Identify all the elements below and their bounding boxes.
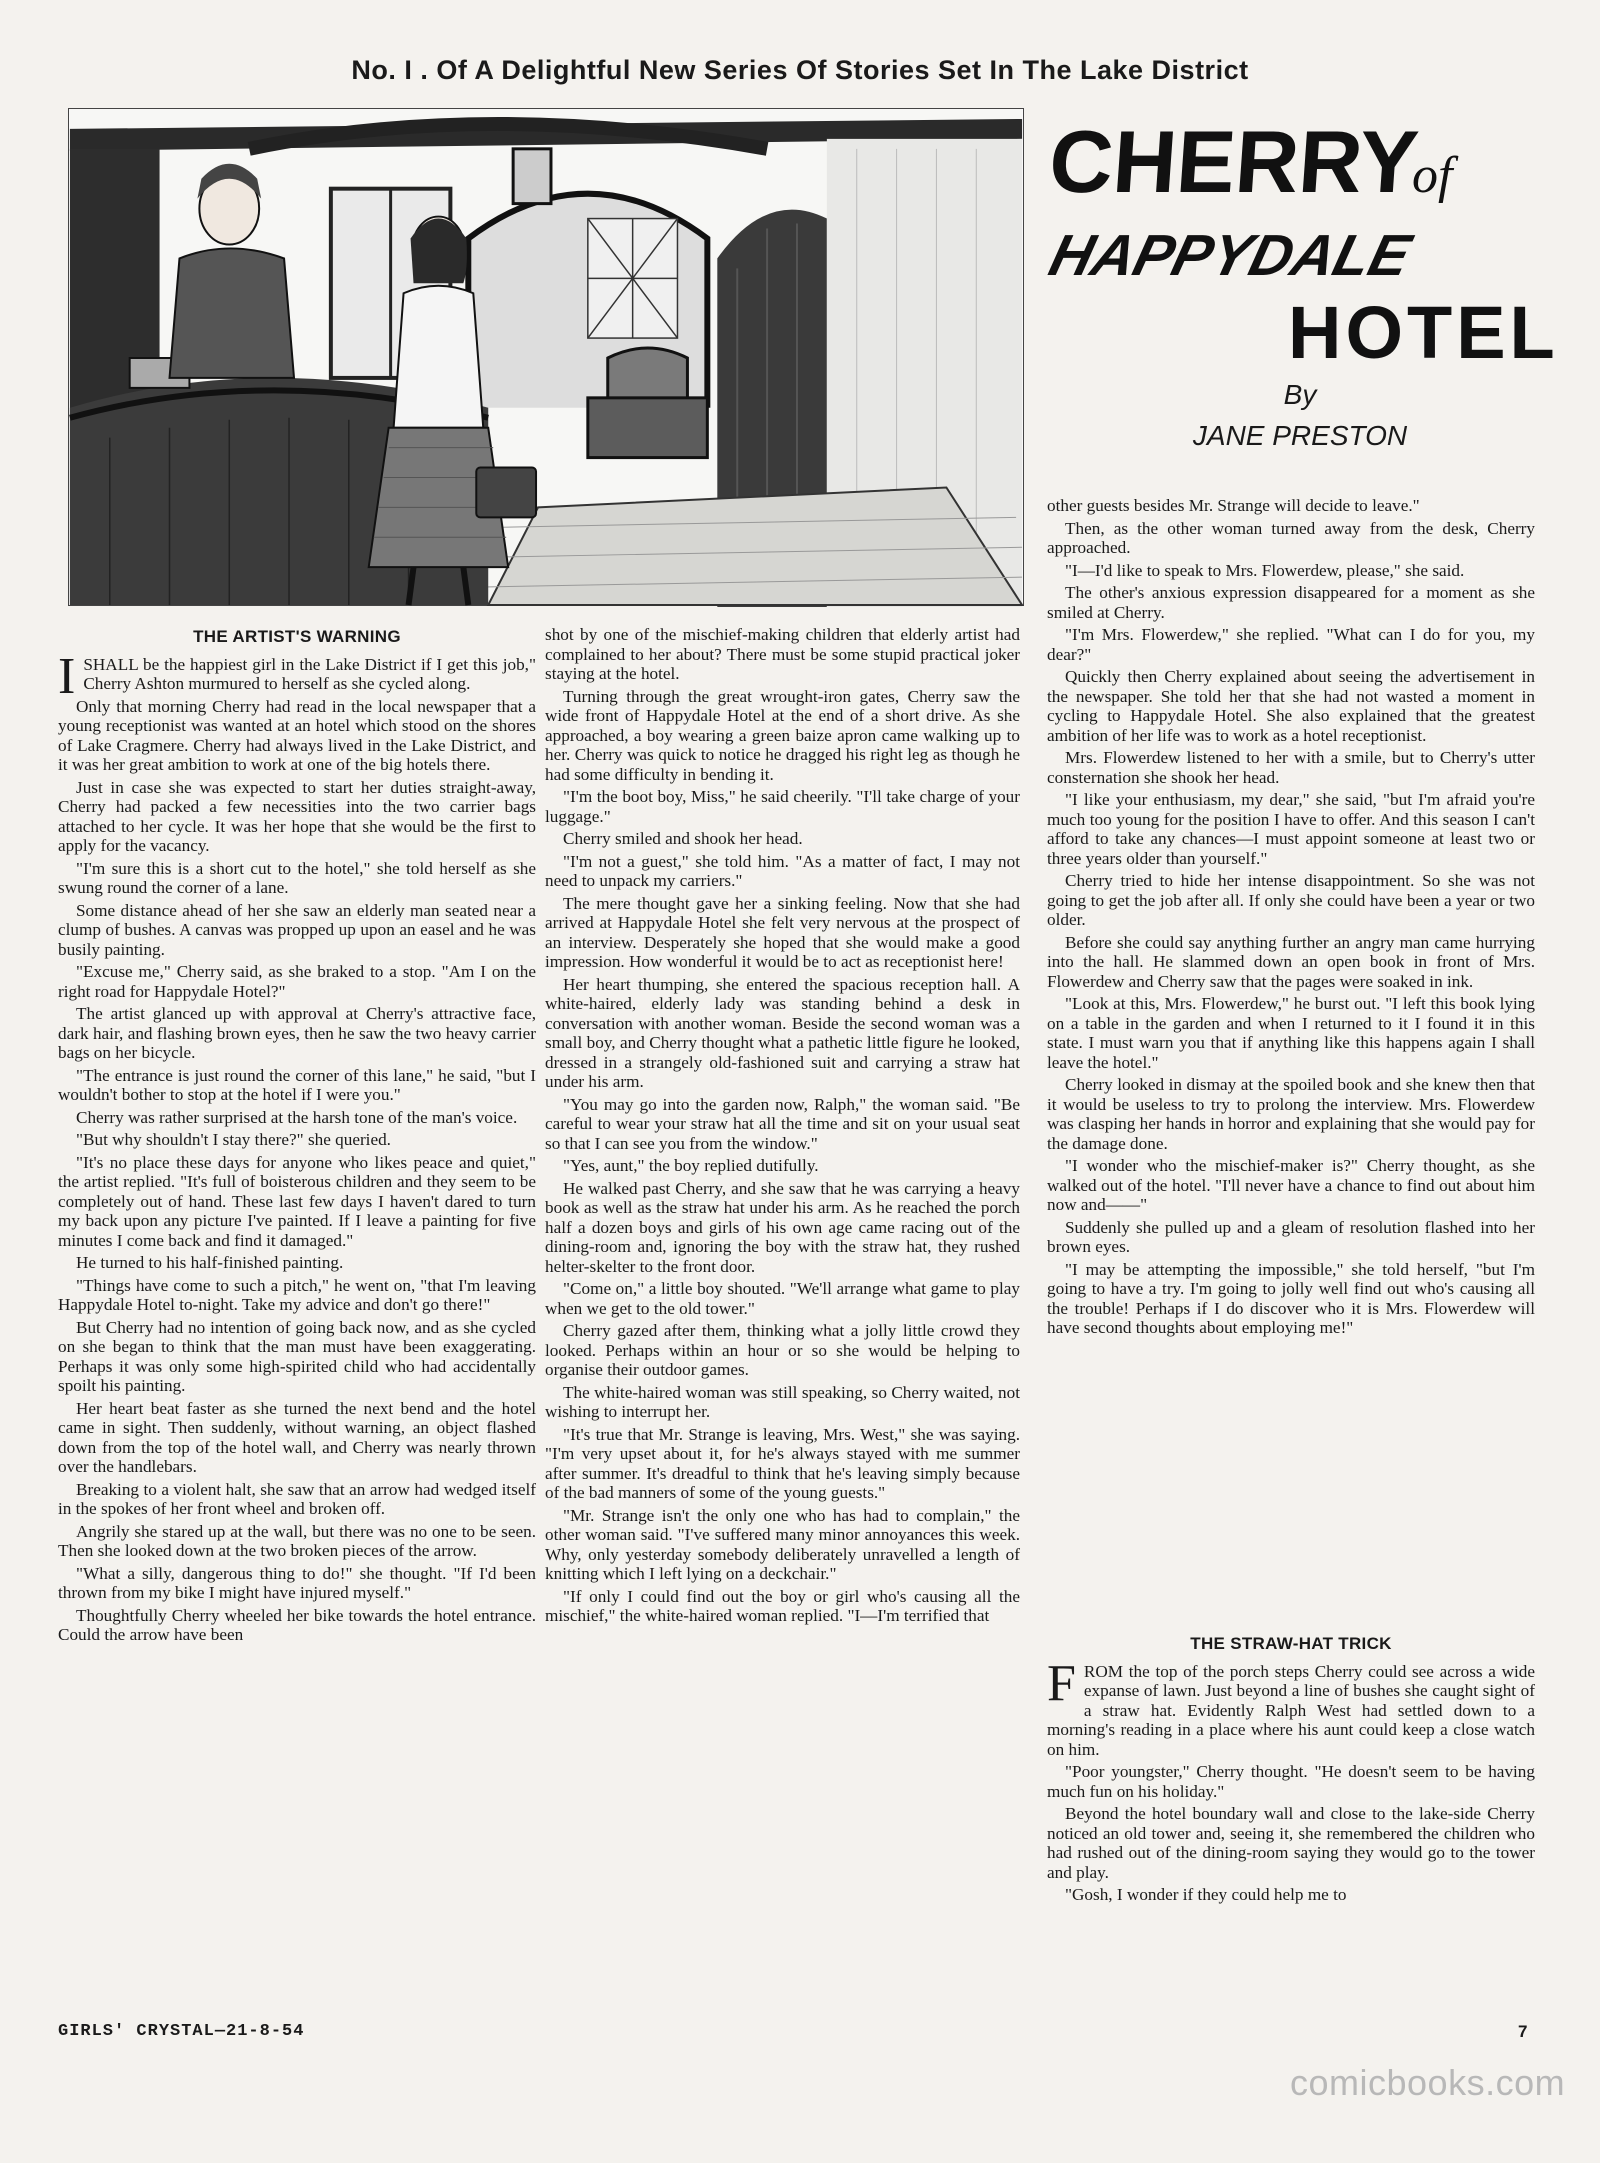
paragraph: Cherry tried to hide her intense disappointment. So she was not going to get the job after all. If only she could have been a year or two older. [1047,871,1535,929]
paragraph: Just in case she was expected to start her duties straight-away, Cherry had packed a few necessities into the two carrier bags attached to her cycle. It was her hope that she would be the first to apply for the vacancy. [58,777,536,855]
title-hotel: HOTEL [1288,291,1559,374]
drop-cap: I [58,647,76,705]
paragraph: Cherry was rather surprised at the harsh tone of the man's voice. [76,1107,518,1127]
series-header: No. I . Of A Delightful New Series Of Stories Set In The Lake District [351,55,1249,85]
page-number: 7 [1518,2022,1528,2041]
paragraph: "I like your enthusiasm, my dear," she said, "but I'm afraid you're much too young for the position I have to offer. And this season I can't afford to take any chances—I must appoint someone at least two or three years older than yourself." [1047,790,1535,868]
paragraph: Cherry gazed after them, thinking what a jolly little crowd they looked. Perhaps within an hour or so she would be helping to organise their outdoor games. [545,1321,1020,1379]
paragraph: "If only I could find out the boy or girl who's causing all the mischief," the white-haired woman replied. "I—I'm terrified that [545,1586,1020,1625]
title-of: of [1412,147,1453,204]
paragraph: "The entrance is just round the corner of this lane," he said, "but I wouldn't bother to stop at the hotel if I were you." [58,1065,536,1104]
paragraph: Cherry smiled and shook her head. [563,829,803,848]
paragraph: Thoughtfully Cherry wheeled her bike towards the hotel entrance. Could the arrow have been [58,1605,536,1644]
paragraph: "Poor youngster," Cherry thought. "He doesn't seem to be having much fun on his holiday." [1047,1762,1535,1801]
column-3-section-2 [1047,1632,1535,2010]
column-2 [545,625,1020,2010]
paragraph: "But why shouldn't I stay there?" she queried. [76,1130,391,1149]
paragraph: FROM the top of the porch steps Cherry could see across a wide expanse of lawn. Just beyond a line of bushes she caught sight of a straw hat. Evidently Ralph West had settled down to a morning's reading in a place where his aunt could keep a close watch on him. [1047,1654,1535,1759]
paragraph: "It's no place these days for anyone who likes peace and quiet," the artist replied. "It's full of boisterous children and they seem to be completely out of hand. These last few days I haven't dared to turn my back upon any picture I've painted. If I leave a painting for five minutes I come back and find it damaged." [58,1152,536,1250]
paragraph: Quickly then Cherry explained about seeing the advertisement in the newspaper. She told her that she had not wasted a moment in cycling to Happydale Hotel. She also explained that the greatest ambition of her life was to work as a hotel receptionist. [1047,667,1535,745]
paragraph: Suddenly she pulled up and a gleam of resolution flashed into her brown eyes. [1047,1217,1535,1256]
paragraph: The white-haired woman was still speaking, so Cherry waited, not wishing to interrupt her. [545,1382,1020,1421]
title-happydale: HAPPYDALE [1043,223,1417,288]
paragraph: "I'm sure this is a short cut to the hotel," she told herself as she swung round the corner of a lane. [58,858,536,897]
paragraph: "Excuse me," Cherry said, as she braked to a stop. "Am I on the right road for Happydale Hotel?" [58,962,536,1001]
illustration-hotel-reception [69,109,1023,605]
paragraph: Before she could say anything further an angry man came hurrying into the hall. He slammed down an open book in front of Mrs. Flowerdew and Cherry saw that the pages were soaked in ink. [1047,932,1535,991]
paragraph: Some distance ahead of her she saw an elderly man seated near a clump of bushes. A canvas was propped up upon an easel and he was busily painting. [58,900,536,959]
paragraph: The mere thought gave her a sinking feeling. Now that she had arrived at Happydale Hotel she felt very nervous at the prospect of an interview. Desperately she hoped that she would make a good impression. How wonderful it would be to act as receptionist here! [545,893,1020,971]
section-heading: THE STRAW-HAT TRICK [1190,1634,1392,1653]
byline [1150,375,1450,456]
paragraph: Her heart beat faster as she turned the next bend and the hotel came in sight. Then suddenly, without warning, an object flashed down from the top of the hotel wall, and Cherry was nearly thrown over the handlebars. [58,1398,536,1476]
byline-author: JANE PRESTON [1192,419,1408,451]
column-1 [58,625,536,2010]
paragraph: Turning through the great wrought-iron gates, Cherry saw the wide front of Happydale Hotel at the end of a short drive. As she approached, a boy wearing a green baize apron came walking up to her. Cherry was quick to notice he dragged his right leg as though he had some difficulty in bending it. [545,686,1020,784]
paragraph: "Come on," a little boy shouted. "We'll arrange what game to play when we get to the old tower." [545,1279,1020,1318]
paragraph: "I'm Mrs. Flowerdew," she replied. "What can I do for you, my dear?" [1047,625,1535,664]
paragraph: He turned to his half-finished painting. [76,1253,344,1272]
story-illustration [68,108,1024,606]
paragraph: Cherry looked in dismay at the spoiled book and she knew then that it would be useless to try to prolong the interview. Mrs. Flowerdew was clasping her hands in horror and explaining that she would pay for the damage done. [1047,1075,1535,1153]
paragraph: "Look at this, Mrs. Flowerdew," he burst out. "I left this book lying on a table in the garden and when I returned to it I found it in this state. I must warn you that if anything like this happens again I shall leave the hotel." [1047,994,1535,1072]
paragraph: "What a silly, dangerous thing to do!" she thought. "If I'd been thrown from my bike I might have injured myself." [58,1563,536,1602]
paragraph: "I—I'd like to speak to Mrs. Flowerdew, please," she said. [1065,560,1465,580]
paragraph: Mrs. Flowerdew listened to her with a smile, but to Cherry's utter consternation she shook her head. [1047,748,1535,787]
paragraph: "I'm not a guest," she told him. "As a matter of fact, I may not need to unpack my carriers." [545,851,1020,890]
drop-cap: F [1047,1654,1076,1712]
paragraph: Beyond the hotel boundary wall and close to the lake-side Cherry noticed an old tower and, seeing it, she remembered the children who had rushed out of the dining-room saying they would go to the tower and play. [1047,1804,1535,1882]
paragraph: "Things have come to such a pitch," he went on, "that I'm leaving Happydale Hotel to-night. Take my advice and don't go there!" [58,1275,536,1314]
paragraph: "Gosh, I wonder if they could help me to [1065,1885,1347,1904]
paragraph: Angrily she stared up at the wall, but there was no one to be seen. Then she looked down at the two broken pieces of the arrow. [58,1521,536,1560]
paragraph: ISHALL be the happiest girl in the Lake District if I get this job," Cherry Ashton murmured to herself as she cycled along. [58,647,536,705]
byline-by: By [1283,379,1317,410]
section-heading: THE ARTIST'S WARNING [193,627,401,646]
paragraph: But Cherry had no intention of going back now, and as she cycled on she began to think that the man must have been exaggerating. Perhaps it was only some high-spirited child who had accidentally spoilt his painting. [58,1317,536,1395]
paragraph: Breaking to a violent halt, she saw that an arrow had wedged itself in the spokes of her front wheel and broken off. [58,1479,536,1518]
paragraph: He walked past Cherry, and she saw that he was carrying a heavy book as well as the straw hat under his arm. As he reached the porch half a dozen boys and girls of his own age came racing out of the dining-room and, ignoring the boy with the straw hat, they rushed helter-skelter to the front door. [545,1178,1020,1276]
paragraph: "You may go into the garden now, Ralph," the woman said. "Be careful to wear your straw hat all the time and sit on your usual seat so that I can see you from the window." [545,1094,1020,1153]
paragraph: The artist glanced up with approval at Cherry's attractive face, dark hair, and flashing brown eyes, then he saw the two heavy carrier bags on her bicycle. [58,1004,536,1062]
paragraph: Only that morning Cherry had read in the local newspaper that a young receptionist was wanted at an hotel which stood on the shores of Lake Cragmere. Cherry had always lived in the Lake District, and it was her great ambition to work at one of the big hotels there. [58,696,536,774]
column-3 [1047,496,1535,1606]
paragraph: "Mr. Strange isn't the only one who has had to complain," the other woman said. "I've suffered many minor annoyances this week. Why, only yesterday somebody deliberately unravelled a length of knitting which I left lying on a deckchair." [545,1505,1020,1583]
paragraph: other guests besides Mr. Strange will decide to leave." [1047,496,1420,515]
paragraph: "It's true that Mr. Strange is leaving, Mrs. West," she was saying. "I'm very upset about it, for he's always stayed with me summer after summer. It's dreadful to think that he's leaving simply because of the bad manners of some of the young guests." [545,1424,1020,1502]
watermark: comicbooks.com [1290,2062,1566,2103]
paragraph: "Yes, aunt," the boy replied dutifully. [563,1156,819,1175]
paragraph: shot by one of the mischief-making children that elderly artist had complained to her about? There must be some stupid practical joker staying at the hotel. [545,625,1020,683]
title-cherry: CHERRY [1046,112,1422,211]
issue-footer: GIRLS' CRYSTAL—21-8-54 [58,2022,305,2041]
paragraph: The other's anxious expression disappeared for a moment as she smiled at Cherry. [1047,583,1535,622]
paragraph: Then, as the other woman turned away from the desk, Cherry approached. [1047,518,1535,557]
paragraph: "I'm the boot boy, Miss," he said cheerily. "I'll take charge of your luggage." [545,787,1020,826]
paragraph: Her heart thumping, she entered the spacious reception hall. A white-haired, elderly lady was standing behind a desk in conversation with another woman. Beside the second woman was a small boy, and Cherry thought what a pathetic little figure he looked, dressed in a strangely old-fashioned suit and carrying a straw hat under his arm. [545,974,1020,1091]
paragraph: "I may be attempting the impossible," she told herself, "but I'm going to have a try. I'm going to jolly well find out who's causing all the trouble! Perhaps if I do discover who it is Mrs. Flowerdew will have second thoughts about employing me!" [1047,1259,1535,1337]
paragraph: "I wonder who the mischief-maker is?" Cherry thought, as she walked out of the hotel. "I'll never have a chance to find out about him now and——" [1047,1156,1535,1214]
